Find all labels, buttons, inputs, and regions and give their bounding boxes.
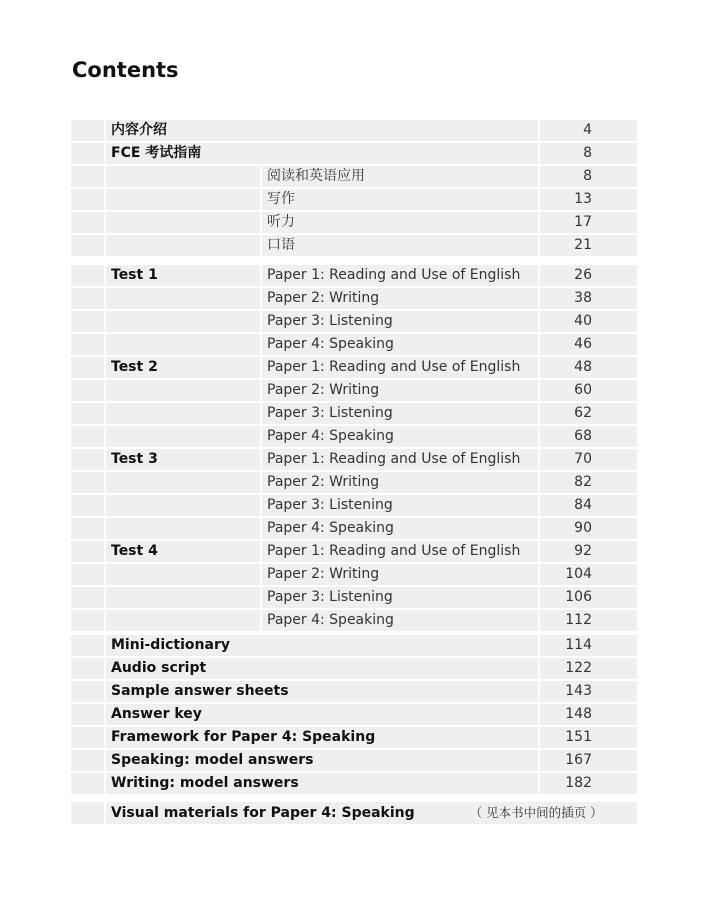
empty-cell [106, 380, 262, 403]
page-number: 4 [540, 120, 637, 143]
toc-row[interactable] [71, 265, 637, 288]
row-marker [71, 773, 106, 796]
paper-label[interactable]: Paper 4: Speaking [262, 426, 540, 449]
toc-row[interactable] [71, 143, 637, 166]
empty-cell [106, 334, 262, 357]
test-name: Test 2 [106, 357, 262, 380]
toc-section-appendix [71, 635, 637, 796]
toc-row[interactable] [71, 449, 637, 472]
empty-cell [106, 564, 262, 587]
empty-cell [106, 495, 262, 518]
toc-row[interactable] [71, 472, 637, 495]
toc-section-guide [71, 120, 637, 258]
toc-entry-label[interactable]: Framework for Paper 4: Speaking [106, 727, 540, 750]
empty-cell [106, 518, 262, 541]
toc-row[interactable] [71, 380, 637, 403]
page-number: 104 [540, 564, 637, 587]
row-marker [71, 681, 106, 704]
page-number: 68 [540, 426, 637, 449]
row-marker [71, 518, 106, 541]
page-number: 167 [540, 750, 637, 773]
page-number: 38 [540, 288, 637, 311]
page-number: 92 [540, 541, 637, 564]
page-number: 17 [540, 212, 637, 235]
toc-entry-label[interactable]: Mini-dictionary [106, 635, 540, 658]
toc-row[interactable] [71, 120, 637, 143]
page-number: 112 [540, 610, 637, 633]
insert-note: （ 见本书中间的插页 ） [469, 805, 603, 820]
page-number: 60 [540, 380, 637, 403]
test-name: Test 4 [106, 541, 262, 564]
row-marker [71, 635, 106, 658]
empty-cell [106, 587, 262, 610]
row-marker [71, 727, 106, 750]
paper-label[interactable]: Paper 2: Writing [262, 380, 540, 403]
page-number: 151 [540, 727, 637, 750]
page-number: 70 [540, 449, 637, 472]
empty-cell [106, 288, 262, 311]
row-marker [71, 403, 106, 426]
paper-label[interactable]: Paper 3: Listening [262, 403, 540, 426]
paper-label[interactable]: Paper 1: Reading and Use of English [262, 541, 540, 564]
paper-label[interactable]: Paper 4: Speaking [262, 334, 540, 357]
row-marker [71, 750, 106, 773]
toc-entry-label[interactable]: Writing: model answers [106, 773, 540, 796]
page-number: 46 [540, 334, 637, 357]
row-marker [71, 166, 106, 189]
paper-label[interactable]: Paper 2: Writing [262, 472, 540, 495]
toc-row[interactable] [71, 212, 637, 235]
page-number: 182 [540, 773, 637, 796]
toc-entry-label[interactable]: Sample answer sheets [106, 681, 540, 704]
row-marker [71, 311, 106, 334]
empty-cell [106, 189, 262, 212]
page-title: Contents [72, 58, 179, 82]
toc-section-tests [71, 265, 637, 633]
row-marker [71, 235, 106, 258]
row-marker [71, 610, 106, 633]
row-marker [71, 357, 106, 380]
page-number: 122 [540, 658, 637, 681]
row-marker [71, 449, 106, 472]
test-name: Test 1 [106, 265, 262, 288]
page-number: 13 [540, 189, 637, 212]
toc-row[interactable] [71, 518, 637, 541]
toc-entry-label[interactable]: Audio script [106, 658, 540, 681]
empty-cell [106, 212, 262, 235]
row-marker [71, 265, 106, 288]
toc-row[interactable] [71, 541, 637, 564]
paper-label[interactable]: Paper 1: Reading and Use of English [262, 265, 540, 288]
paper-label[interactable]: Paper 2: Writing [262, 564, 540, 587]
toc-row[interactable] [71, 610, 637, 633]
page-number: 90 [540, 518, 637, 541]
toc-row[interactable] [71, 288, 637, 311]
empty-cell [106, 403, 262, 426]
row-marker [71, 143, 106, 166]
row-marker [71, 802, 106, 826]
toc-row[interactable] [71, 635, 637, 658]
toc-row[interactable] [71, 704, 637, 727]
row-marker [71, 495, 106, 518]
row-marker [71, 472, 106, 495]
toc-row[interactable] [71, 189, 637, 212]
empty-cell [106, 235, 262, 258]
row-marker [71, 380, 106, 403]
toc-row[interactable] [71, 235, 637, 258]
page-number: 114 [540, 635, 637, 658]
toc-row[interactable] [71, 334, 637, 357]
toc-row[interactable] [71, 727, 637, 750]
toc-subentry-label[interactable]: 阅读和英语应用 [262, 166, 540, 189]
paper-label[interactable]: Paper 1: Reading and Use of English [262, 449, 540, 472]
row-marker [71, 288, 106, 311]
page-number: 82 [540, 472, 637, 495]
empty-cell [106, 610, 262, 633]
paper-label[interactable]: Paper 3: Listening [262, 311, 540, 334]
row-marker [71, 189, 106, 212]
page-number: 62 [540, 403, 637, 426]
toc-subentry-label[interactable]: 听力 [262, 212, 540, 235]
toc-entry-label[interactable]: FCE 考试指南 [106, 143, 540, 166]
toc-row[interactable] [71, 426, 637, 449]
paper-label[interactable]: Paper 2: Writing [262, 288, 540, 311]
paper-label[interactable]: Paper 3: Listening [262, 587, 540, 610]
toc-entry-label[interactable]: 内容介绍 [106, 120, 540, 143]
row-marker [71, 704, 106, 727]
page-number: 8 [540, 143, 637, 166]
empty-cell [106, 311, 262, 334]
empty-cell [106, 426, 262, 449]
toc-row[interactable] [71, 495, 637, 518]
paper-label[interactable]: Paper 4: Speaking [262, 518, 540, 541]
row-marker [71, 426, 106, 449]
page-number: 8 [540, 166, 637, 189]
toc-row[interactable] [71, 802, 637, 826]
toc-row[interactable] [71, 564, 637, 587]
toc-row[interactable] [71, 750, 637, 773]
page-number: 48 [540, 357, 637, 380]
toc-subentry-label[interactable]: 写作 [262, 189, 540, 212]
toc-entry-label[interactable]: Answer key [106, 704, 540, 727]
toc-subentry-label[interactable]: 口语 [262, 235, 540, 258]
toc-row[interactable] [71, 311, 637, 334]
row-marker [71, 541, 106, 564]
visual-materials-cell [106, 802, 637, 826]
row-marker [71, 212, 106, 235]
toc-row[interactable] [71, 403, 637, 426]
page-number: 106 [540, 587, 637, 610]
row-marker [71, 658, 106, 681]
paper-label[interactable]: Paper 4: Speaking [262, 610, 540, 633]
paper-label[interactable]: Paper 3: Listening [262, 495, 540, 518]
toc-row[interactable] [71, 587, 637, 610]
page-number: 26 [540, 265, 637, 288]
empty-cell [106, 166, 262, 189]
page-number: 40 [540, 311, 637, 334]
paper-label[interactable]: Paper 1: Reading and Use of English [262, 357, 540, 380]
toc-row[interactable] [71, 166, 637, 189]
page-number: 84 [540, 495, 637, 518]
page-number: 21 [540, 235, 637, 258]
toc-row[interactable] [71, 681, 637, 704]
page-number: 143 [540, 681, 637, 704]
test-name: Test 3 [106, 449, 262, 472]
page-number: 148 [540, 704, 637, 727]
toc-row[interactable] [71, 357, 637, 380]
toc-section-visual [71, 802, 637, 826]
empty-cell [106, 472, 262, 495]
row-marker [71, 587, 106, 610]
toc-row[interactable] [71, 773, 637, 796]
row-marker [71, 334, 106, 357]
row-marker [71, 564, 106, 587]
row-marker [71, 120, 106, 143]
toc-row[interactable] [71, 658, 637, 681]
toc-entry-label[interactable]: Visual materials for Paper 4: Speaking [111, 805, 415, 821]
toc-entry-label[interactable]: Speaking: model answers [106, 750, 540, 773]
